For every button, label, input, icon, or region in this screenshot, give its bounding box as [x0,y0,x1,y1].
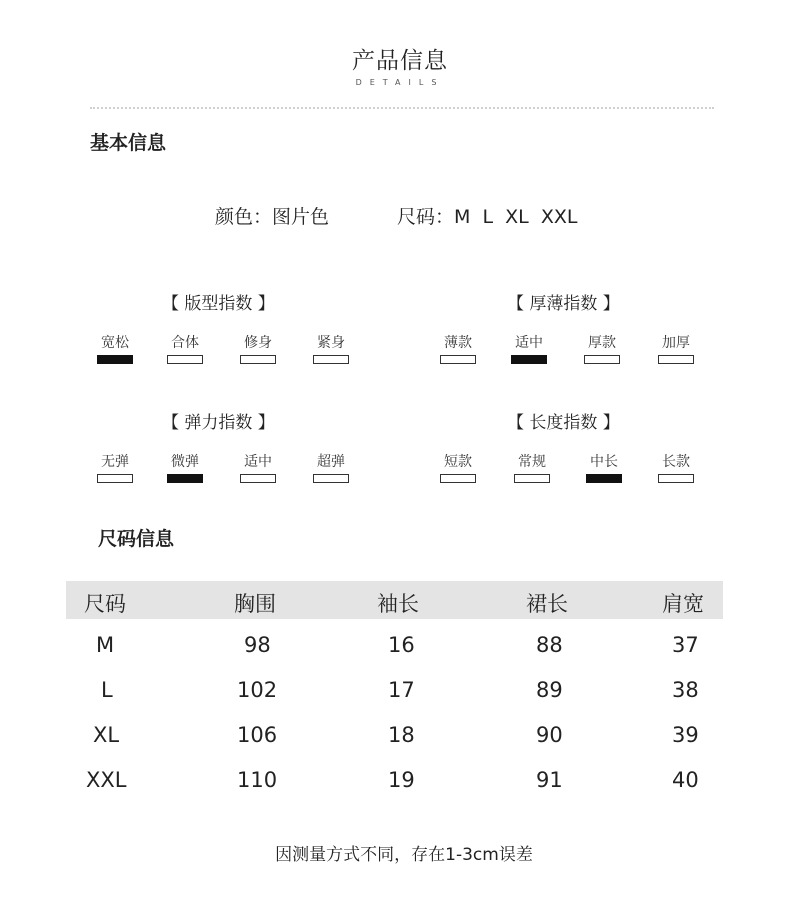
page-title: 产品信息 [352,48,448,74]
length-option-mid-long [582,452,626,483]
length-option-long [654,452,698,483]
cell-dress-length: 88 [536,633,563,657]
fit-option-slim [236,333,280,364]
dotted-divider [90,107,714,109]
length-option-regular [510,452,554,483]
size-info: 尺码：M L XL XXL [397,206,578,228]
option-label: 修身 [244,335,272,351]
option-label: 短款 [444,454,472,470]
fit-option-tight [309,333,353,364]
cell-bust: 98 [244,633,271,657]
cell-dress-length: 89 [536,678,563,702]
fit-index-title: 【 版型指数 】 [162,294,275,314]
option-indicator [658,474,694,483]
option-indicator [167,355,203,364]
option-indicator [511,355,547,364]
option-label: 长款 [662,454,690,470]
option-label: 紧身 [317,335,345,351]
basic-info-title: 基本信息 [90,132,167,154]
option-label: 宽松 [101,335,129,351]
option-label: 加厚 [662,335,690,351]
option-indicator [313,355,349,364]
option-label: 合体 [171,335,199,351]
thickness-option-thick [580,333,624,364]
cell-sleeve-length: 16 [388,633,415,657]
option-indicator [586,474,622,483]
option-label: 薄款 [444,335,472,351]
cell-shoulder-width: 39 [672,723,699,747]
cell-sleeve-length: 18 [388,723,415,747]
option-indicator [514,474,550,483]
option-indicator [167,474,203,483]
header-sleeve-length: 袖长 [377,592,419,616]
thickness-option-moderate [507,333,551,364]
header-bust: 胸围 [234,592,276,616]
elasticity-index-title: 【 弹力指数 】 [162,413,275,433]
option-indicator [240,355,276,364]
cell-shoulder-width: 40 [672,768,699,792]
size-info-title: 尺码信息 [98,528,175,550]
elasticity-option-moderate [236,452,280,483]
fit-option-regular [163,333,207,364]
measurement-note: 因测量方式不同，存在1-3cm误差 [275,845,533,865]
color-info: 颜色：图片色 [215,206,330,228]
option-label: 无弹 [101,454,129,470]
page-subtitle: DETAILS [355,78,445,87]
option-label: 微弹 [171,454,199,470]
cell-shoulder-width: 38 [672,678,699,702]
option-indicator [240,474,276,483]
option-label: 厚款 [588,335,616,351]
header-dress-length: 裙长 [526,592,568,616]
thickness-option-thin [436,333,480,364]
option-label: 适中 [515,335,543,351]
header-size: 尺码 [84,592,126,616]
option-indicator [658,355,694,364]
option-indicator [440,355,476,364]
cell-size: L [101,678,113,702]
cell-size: XXL [86,768,127,792]
elasticity-option-super [309,452,353,483]
elasticity-option-slight [163,452,207,483]
option-label: 适中 [244,454,272,470]
option-indicator [97,474,133,483]
elasticity-option-none [93,452,137,483]
cell-dress-length: 91 [536,768,563,792]
option-indicator [584,355,620,364]
length-index-title: 【 长度指数 】 [507,413,620,433]
length-option-short [436,452,480,483]
cell-bust: 102 [237,678,278,702]
cell-size: XL [93,723,120,747]
cell-bust: 110 [237,768,278,792]
option-label: 中长 [590,454,618,470]
cell-shoulder-width: 37 [672,633,699,657]
cell-dress-length: 90 [536,723,563,747]
option-label: 超弹 [317,454,345,470]
option-indicator [440,474,476,483]
cell-sleeve-length: 19 [388,768,415,792]
option-label: 常规 [518,454,546,470]
fit-option-loose [93,333,137,364]
cell-sleeve-length: 17 [388,678,415,702]
thickness-option-extra-thick [654,333,698,364]
header-shoulder-width: 肩宽 [662,592,704,616]
option-indicator [313,474,349,483]
thickness-index-title: 【 厚薄指数 】 [507,294,620,314]
cell-size: M [96,633,115,657]
cell-bust: 106 [237,723,278,747]
option-indicator [97,355,133,364]
